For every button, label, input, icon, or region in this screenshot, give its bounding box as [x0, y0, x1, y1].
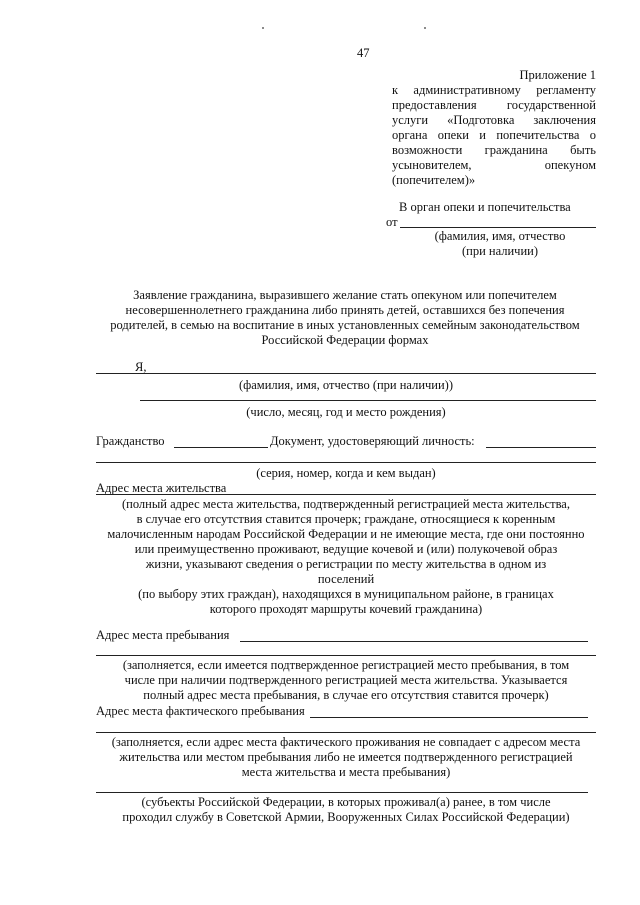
- caption-line: или преимущественно проживают, ведущие кочевой и (или) полукочевой образ: [134, 542, 558, 556]
- appendix-line: возможности гражданина быть: [392, 143, 596, 157]
- citizenship-label: Гражданство: [96, 434, 165, 448]
- actual-label: Адрес места фактического пребывания: [96, 704, 305, 718]
- scan-speck: [424, 27, 426, 29]
- appendix-line: предоставления государственной: [392, 98, 596, 112]
- appendix-line: усыновителем, опекуном: [392, 158, 596, 172]
- caption-line: (заполняется, если имеется подтвержденное регистрацией место пребывания, в том: [122, 658, 570, 672]
- appendix-line: к административному регламенту: [392, 83, 596, 97]
- document-details-field[interactable]: [96, 462, 596, 463]
- caption-line: (полный адрес места жительства, подтвержденный регистрацией места жительства,: [122, 497, 570, 511]
- fio-field[interactable]: [96, 373, 596, 374]
- appendix-line: (попечителем)»: [392, 173, 476, 187]
- statement-heading: [95, 288, 595, 348]
- caption-line: малочисленным народам Российской Федерации и не имеющие места, где они постоянно: [107, 527, 585, 541]
- heading-line: несовершеннолетнего гражданина либо принять детей, оставшихся без попечения: [125, 303, 565, 317]
- actual-field[interactable]: [310, 717, 588, 718]
- residence-label: Адрес места жительства: [96, 481, 227, 495]
- caption-line: жительства или местом пребывания либо не имеется подтвержденного регистрацией: [119, 750, 573, 764]
- subjects-field[interactable]: [96, 792, 588, 793]
- stay-field-2[interactable]: [96, 655, 596, 656]
- subjects-caption: [96, 795, 596, 825]
- scan-speck: [262, 27, 264, 29]
- actual-field-2[interactable]: [96, 732, 596, 733]
- caption-line: числе при наличии подтвержденного регистрацией места жительства. Указывается: [124, 673, 568, 687]
- stay-label: Адрес места пребывания: [96, 628, 230, 642]
- addressee-from-field[interactable]: [400, 227, 596, 228]
- caption-line: поселений: [317, 572, 375, 586]
- caption-line: места жительства и места пребывания): [241, 765, 451, 779]
- caption-line: жизни, указывают сведения о регистрации по месту жительства в одном из: [145, 557, 547, 571]
- caption-line: (заполняется, если адрес места фактического проживания не совпадает с адресом места: [111, 735, 581, 749]
- appendix-title: Приложение 1: [519, 68, 596, 82]
- addressee-caption: (фамилия, имя, отчество: [434, 229, 566, 243]
- addressee-caption: (при наличии): [461, 244, 539, 258]
- caption-line: проходил службу в Советской Армии, Вооруженных Силах Российской Федерации): [122, 810, 570, 824]
- stay-caption: [96, 658, 596, 703]
- i-label: Я,: [135, 360, 147, 374]
- addressee-to: В орган опеки и попечительства: [399, 200, 571, 214]
- birth-caption: (число, месяц, год и место рождения): [246, 405, 446, 419]
- document-label: Документ, удостоверяющий личность:: [270, 434, 475, 448]
- caption-line: которого проходят маршруты кочевий гражданина): [209, 602, 483, 616]
- page-number: 47: [357, 46, 370, 60]
- appendix-block: [392, 68, 596, 188]
- residence-caption: [96, 497, 596, 617]
- residence-field[interactable]: [96, 494, 596, 495]
- heading-line: Заявление гражданина, выразившего желание стать опекуном или попечителем: [133, 288, 557, 302]
- caption-line: полный адрес места пребывания, в случае его отсутствия ставится прочерк): [143, 688, 549, 702]
- citizenship-field[interactable]: [174, 447, 268, 448]
- birth-field[interactable]: [140, 400, 596, 401]
- appendix-line: услуги «Подготовка заключения: [392, 113, 596, 127]
- caption-line: (по выбору этих граждан), находящихся в муниципальном районе, в границах: [138, 587, 554, 601]
- appendix-line: органа опеки и попечительства о: [392, 128, 596, 142]
- addressee-from-label: от: [386, 215, 398, 229]
- document-caption: (серия, номер, когда и кем выдан): [256, 466, 436, 480]
- heading-line: родителей, в семью на воспитание в иных установленных семейным законодательством: [110, 318, 580, 332]
- actual-caption: [96, 735, 596, 780]
- fio-caption: (фамилия, имя, отчество (при наличии)): [238, 378, 453, 392]
- stay-field[interactable]: [240, 641, 588, 642]
- heading-line: Российской Федерации формах: [261, 333, 429, 347]
- document-field[interactable]: [486, 447, 596, 448]
- caption-line: в случае его отсутствия ставится прочерк; граждане, относящиеся к коренным: [136, 512, 556, 526]
- caption-line: (субъекты Российской Федерации, в которых проживал(а) ранее, в том числе: [141, 795, 551, 809]
